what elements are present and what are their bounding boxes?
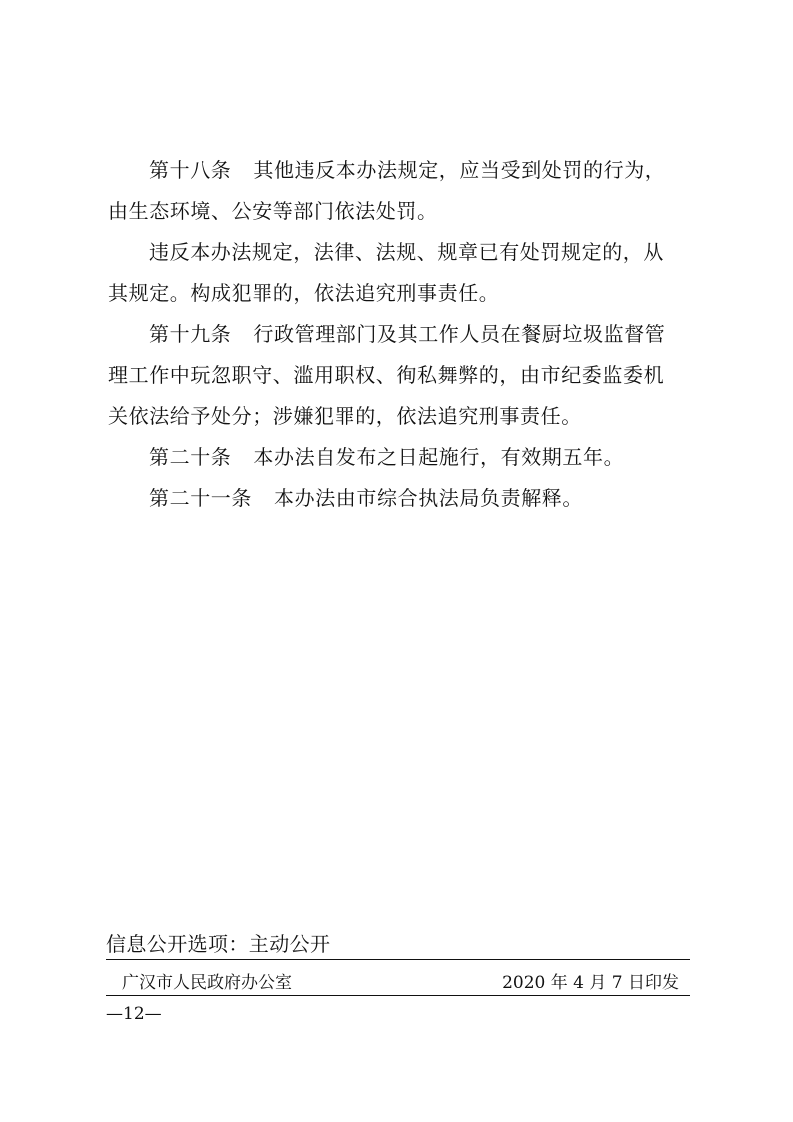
article-21-line-1 [108,478,729,519]
article-19-text-1: 行政管理部门及其工作人员在餐厨垃圾监督管 [253,322,666,346]
article-19-line-2: 理工作中玩忽职守、滥用职权、徇私舞弊的，由市纪委监委机 [108,363,665,387]
article-18-text-1: 其他违反本办法规定，应当受到处罚的行为， [253,158,666,182]
article-21-text-1: 本办法由市综合执法局负责解释。 [274,486,583,510]
footer-top-rule [106,959,690,960]
public-disclosure-option: 信息公开选项：主动公开 [106,932,331,956]
article-19-number: 第十九条 [149,322,232,346]
article-18-line-2: 由生态环境、公安等部门依法处罚。 [108,199,438,223]
page-number: —12— [106,1004,162,1024]
article-20-number: 第二十条 [149,445,232,469]
article-19-line-1 [108,314,729,355]
article-18-para2-line-1: 违反本办法规定，法律、法规、规章已有处罚规定的，从 [149,240,664,264]
article-18-para2-line-2: 其规定。构成犯罪的，依法追究刑事责任。 [108,281,500,305]
article-20-text-1: 本办法自发布之日起施行，有效期五年。 [253,445,625,469]
issuing-office: 广汉市人民政府办公室 [122,973,292,993]
article-18-number: 第十八条 [149,158,232,182]
article-19-line-3: 关依法给予处分；涉嫌犯罪的，依法追究刑事责任。 [108,404,582,428]
article-21-number: 第二十一条 [149,486,252,510]
issue-date: 2020 年 4 月 7 日印发 [502,973,679,993]
article-18-line-1 [108,150,729,191]
footer-bottom-rule [106,995,690,996]
article-20-line-1 [108,437,729,478]
